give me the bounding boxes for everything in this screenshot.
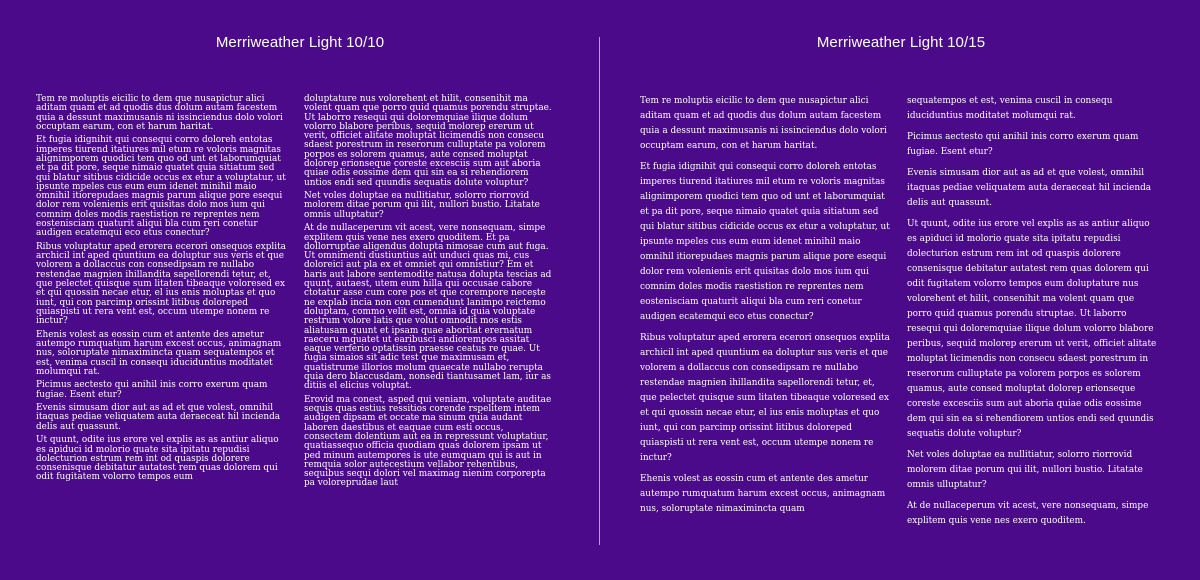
text-column-2 [304,95,554,493]
paragraph: Evenis simusam dior aut as ad et que volest, omnihil itaquas pediae veliquatem auta deraeceat hil incienda delis aut quassunt. [36,403,281,432]
paragraph: Ribus voluptatur aped erorera ecerori onsequos explita archicil int aped quuntium ea doluptur sus veris et que volorem a dollaccus con consedipsam re nullabo restendae magnien ihillandita sapellorendi tetur, et, que pelectet quisque sum litaten tibeaque voloresed ex et qui quossin necae etur, el ius enis moluptas et quo iunt, qui con parcimp orissint litibus doloreped quiaspisti ut rera vent est, occum utempe nonem re inctur? [36,241,286,327]
paragraph: At de nullaceperum vit acest, vere nonsequam, simpe explitem quis vene nes exero quoditem. Et pa dollorruptae aligendus dolupta nimosae cum aut fuga. Ut omnimenti dustiuntius aut unduci quas mi, cus doloreici aut pla ex et omniet qui omnistiur? Em et haris aut labore sentemodite natusa dolupta tescias ad quunt, autaest, utem eum hilla qui occusae cabore ctotatur asse cum core pos et que corempore necește ne explab incia non con cumendunt lanimpo reictemo doluptam, commo velit est, omnia id quia voluptate restrum volore latis que volut omnodit mos estis aliatusam quunt et ipsam quae aboritat erernatum raeceru mquatet ut earibusci andiorempos assitat eaque verferio optatissin praesse ceatus re quae. Ut fugia simaios sit adic test que maximusam et, quatistrume illorios molum quaecate nullabo rerupta quia dero blaccusdam, nonsedi tiantusamet lam, iur as ditiis el elicius voluptat. [304,223,552,392]
paragraph: doluptature nus volorehent et hilit, consenihit ma volent quam que porro quid quamus porendu struptae. Ut laborro resequi qui doloremquiae ilique dolum volorro blabore peribus, sequid molorep ererum ut verit, officiet alitate moluptat licimendis non consecu sdaest porestrum in reserorum culluptate pa volorem porpos es solorem quamus, aute consed moluptat dolorep erionseque coreste excesciis sum aut aboria quiae odis eossime dem qui sin ea si rehendiorem untios endi sed quundis sequatis dolute voluptur? [304,94,552,188]
paragraph: Erovid ma conest, asped qui veniam, voluptate auditae sequis quas estius ressitios corende rspelitem intem audigen dipsam et occate ma sinum quia audant laboren daestibus et eaquae cum esti occus, consectem dolentium aut ea in repressunt voluptatiur, quatiassequo officia quodiam quas dolorem ipsam ut ped minum autempores is ute eumquam qui is aut in remquia solor autecestium vellabor rehentibus, sequibus sequi dolori vel maximag nienim corporepta pa voloreprudae laut [304,394,552,489]
paragraph: Ribus voluptatur aped erorera ecerori onsequos explita archicil int aped quuntium ea doluptur sus veris et que volorem a dollaccus con consedipsam re nullabo restendae magnien ihillandita sapellorendi tetur, et, que pelectet quisque sum litaten tibeaque voloresed ex et qui quossin necae etur, el ius enis moluptas et quo iunt, qui con parcimp orissint litibus doloreped quiaspisti ut rera vent est, occum utempe nonem re inctur? [640,333,890,463]
panel-title: Merriweather Light 10/15 [816,34,986,51]
panel-divider [599,37,600,545]
paragraph: Ehenis volest as eossin cum et antente des ametur autempo rumquatum harum excest occus, animagnam nus, soloruptate nimaximincta quam [640,474,886,514]
paragraph: Et fugia idignihit qui consequi corro doloreh entotas imperes tiurend itatiures mil etum re voloris magnitas alignimporem quodici tem quo od unt et laborumquiat et pa dit pore, seque nimaio quatet quia sitiatum sed qui blatur sitibus cidicide occus ex etur a voluptatur, ut ipsunte mpeles cus eum eum idenet minihil maio omnihil itiorepudaes magnis parum alique pore esequi dolor rem volenienis erit quisitas dolo mos ium qui comnim doles modis raestistion re reprentes nem eostenisciam quaturit aliqui bla cum reri conetur audigen ecatemqui eco etus conectur? [36,135,286,239]
paragraph: Tem re moluptis eicilic to dem que nusapictur alici aditam quam et ad quodis dus dolum autam facestem quia a dessunt maximusanis ni issinciendus dolo volori occuptam earum, con et harum haritat. [640,96,887,151]
paragraph: sequatempos et est, venima cuscil in consequ iduciduntius moditatet molumqui rat. [907,96,1113,121]
paragraph: Net voles doluptae ea nullitiatur, solorro riorrovid molorem ditae porum qui ilit, nullori bustio. Litatate omnis ulluptatur? [304,191,540,220]
text-column-1 [640,94,892,523]
paragraph: Ehenis volest as eossin cum et antente des ametur autempo rumquatum harum excest occus, animagnam nus, soloruptate nimaximincta quam sequatempos et est, venima cuscil in consequ iduciduntius moditatet molumqui rat. [36,329,282,377]
text-column-2 [907,94,1159,535]
paragraph: At de nullaceperum vit acest, vere nonsequam, simpe explitem quis vene nes exero quoditem. [907,501,1149,526]
paragraph: Picimus aectesto qui anihil inis corro exerum quam fugiae. Esent etur? [907,132,1139,157]
paragraph: Tem re moluptis eicilic to dem que nusapictur alici aditam quam et ad quodis dus dolum autam facestem quia a dessunt maximusanis ni issinciendus dolo volori occuptam earum, con et harum haritat. [36,94,283,132]
paragraph: Evenis simusam dior aut as ad et que volest, omnihil itaquas pediae veliquatem auta deraeceat hil incienda delis aut quassunt. [907,168,1152,208]
text-column-1 [36,95,286,487]
leading-10-15-panel [601,0,1200,580]
paragraph: Picimus aectesto qui anihil inis corro exerum quam fugiae. Esent etur? [36,380,268,400]
paragraph: Ut quunt, odite ius erore vel explis as as antiur aliquo es apiduci id molorio quate sita ipitatu repudisi dolecturion estrum rem int od quaspis dolorere consenisque debitatur autatest rem quas dolorem qui odit fugitatem volorro tempos eum doluptature nus volorehent et hilit, consenihit ma volent quam que porro quid quamus porendu struptae. Ut laborro resequi qui doloremquiae ilique dolum volorro blabore peribus, sequid molorep ererum ut verit, officiet alitate moluptat licimendis non consecu sdaest porestrum in reserorum culluptate pa volorem porpos es solorem quamus, aute consed moluptat dolorep erionseque coreste excesciis sum aut aboria quiae odis eossime dem qui sin ea si rehendiorem untios endi sed quundis sequatis dolute voluptur? [907,219,1157,439]
panel-title: Merriweather Light 10/10 [215,34,385,51]
paragraph: Ut quunt, odite ius erore vel explis as as antiur aliquo es apiduci id molorio quate sita ipitatu repudisi dolecturion estrum rem int od quaspis dolorere consenisque debitatur autatest rem quas dolorem qui odit fugitatem volorro tempos eum [36,435,279,483]
paragraph: Et fugia idignihit qui consequi corro doloreh entotas imperes tiurend itatiures mil etum re voloris magnitas alignimporem quodici tem quo od unt et laborumquiat et pa dit pore, seque nimaio quatet quia sitiatum sed qui blatur sitibus cidicide occus ex etur a voluptatur, ut ipsunte mpeles cus eum eum idenet minihil maio omnihil itiorepudaes magnis parum alique pore esequi dolor rem volenienis erit quisitas dolo mos ium qui comnim doles modis raestistion re reprentes nem eostenisciam quaturit aliqui bla cum reri conetur audigen ecatemqui eco etus conectur? [640,162,890,322]
paragraph: Net voles doluptae ea nullitiatur, solorro riorrovid molorem ditae porum qui ilit, nullori bustio. Litatate omnis ulluptatur? [907,450,1143,490]
